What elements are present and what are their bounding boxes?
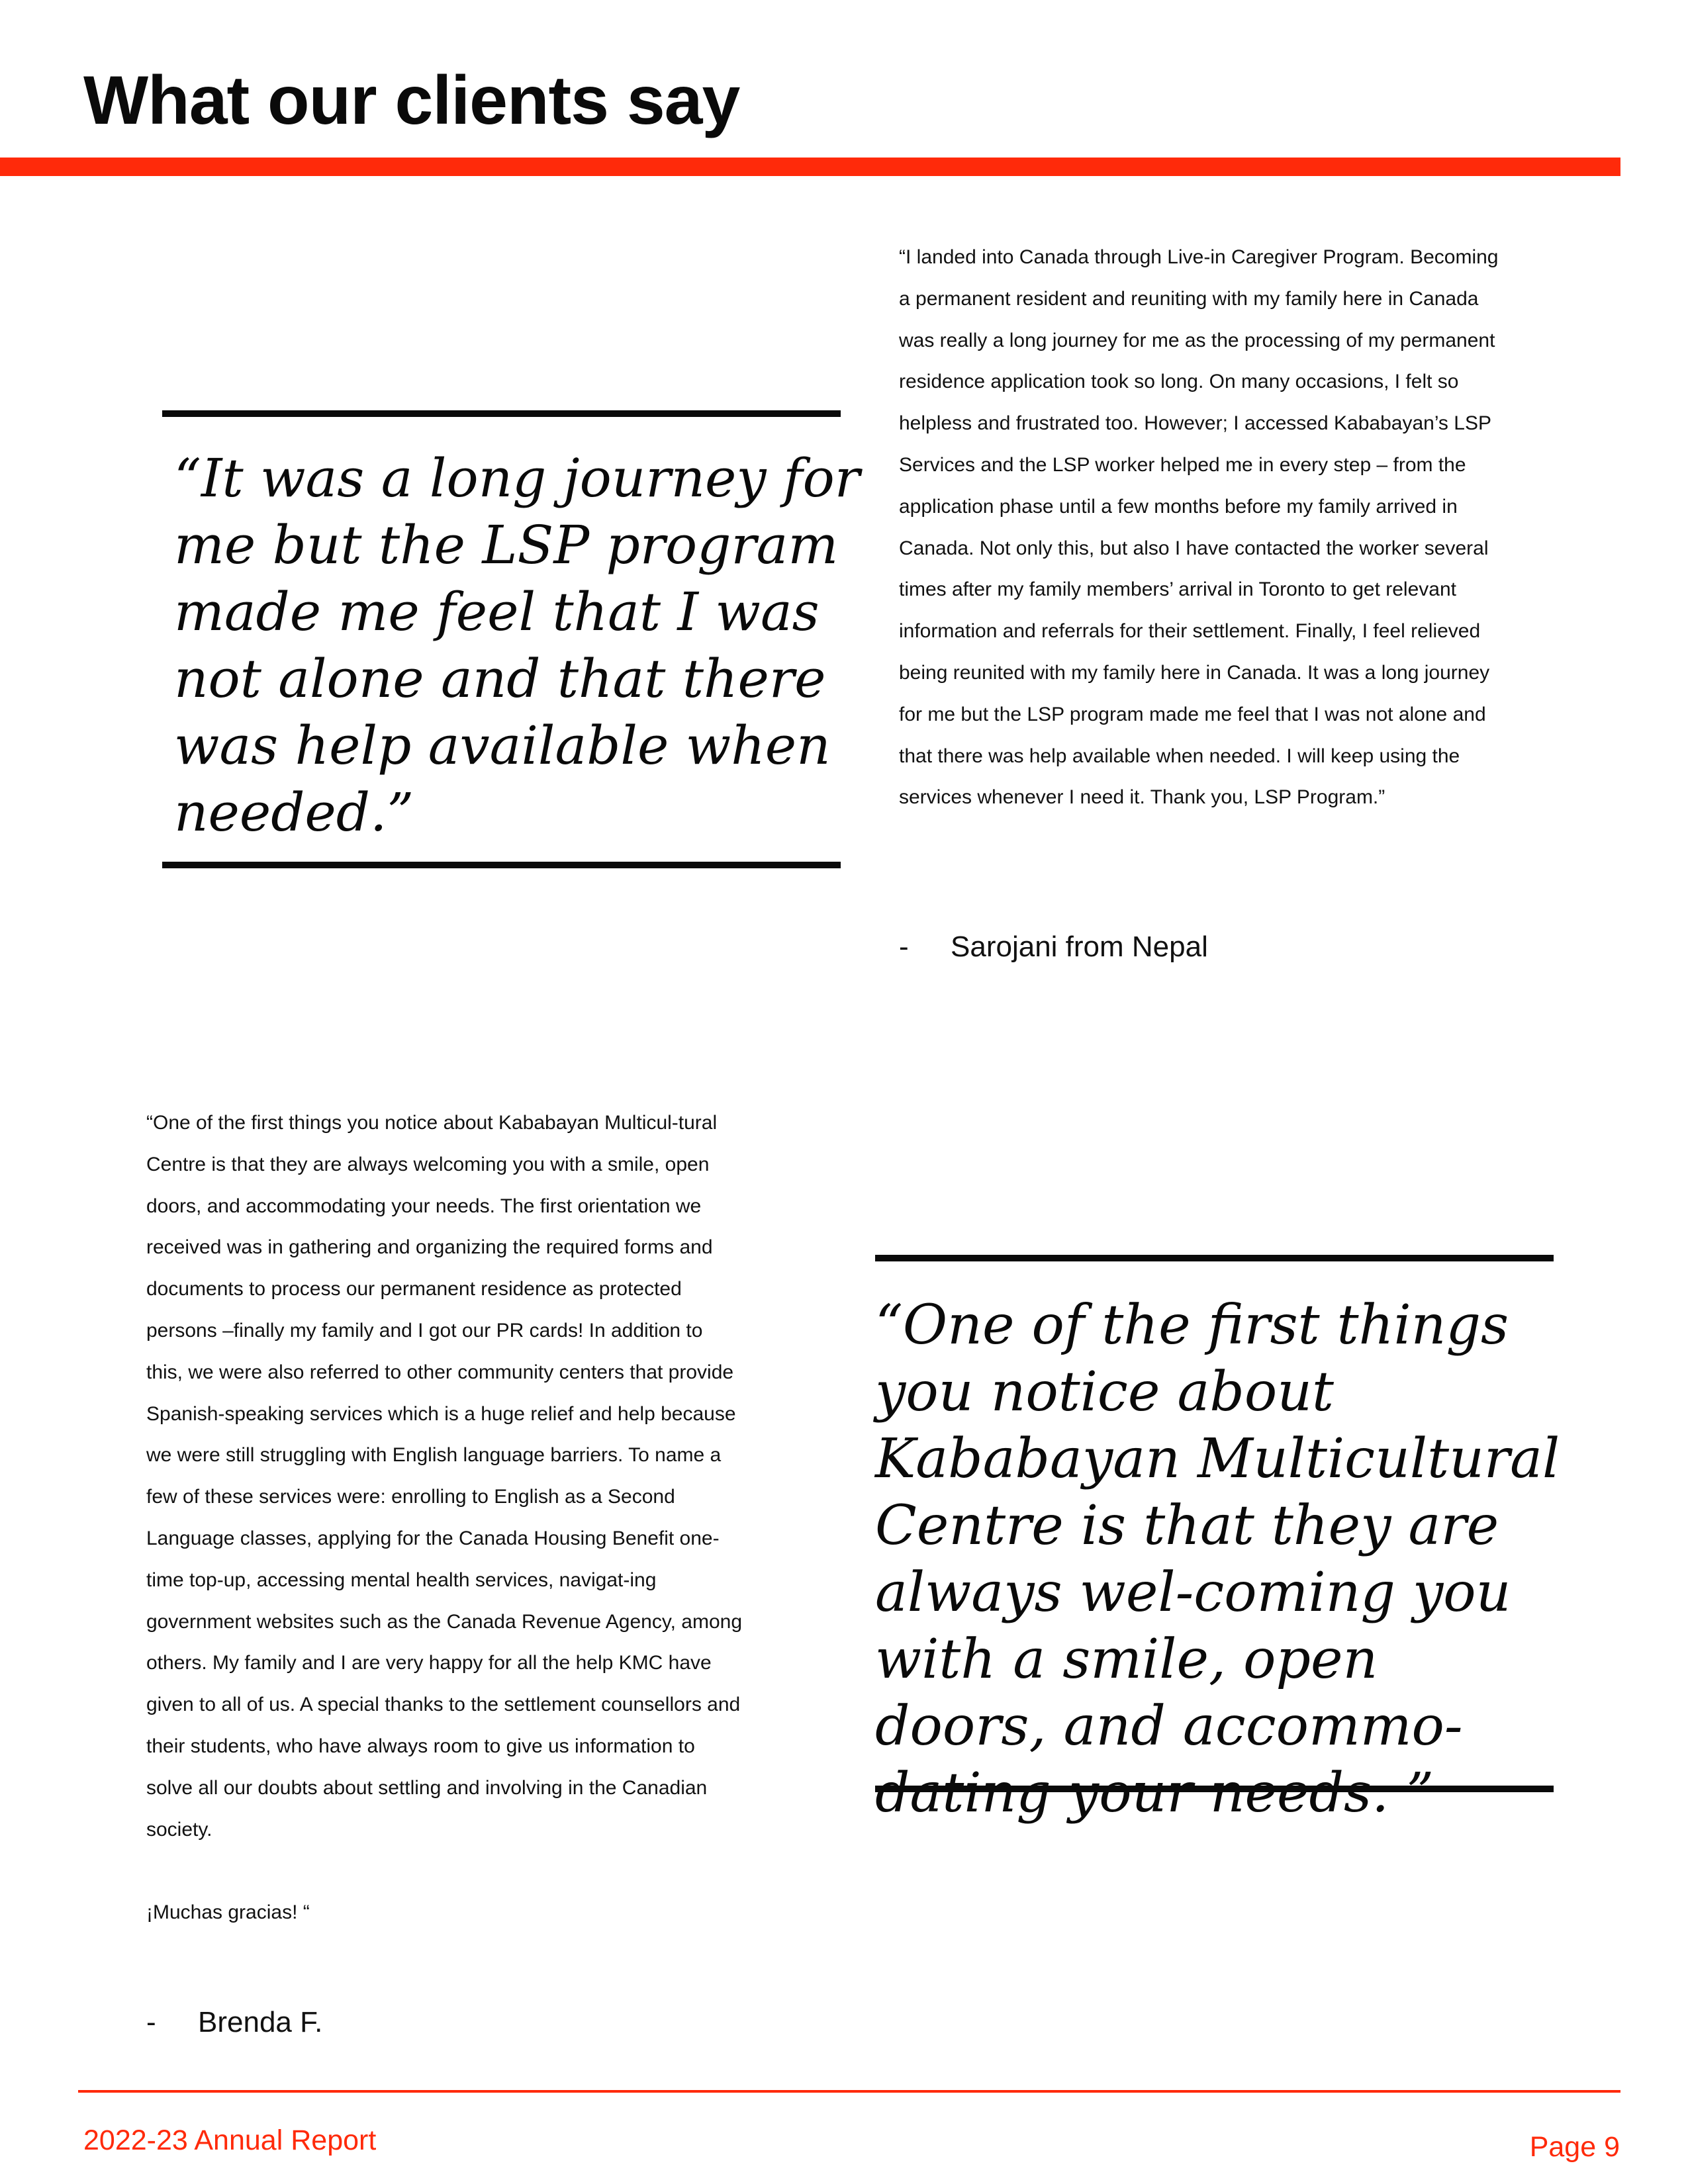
title-accent-bar bbox=[0, 158, 1620, 176]
pull-quote-text: “It was a long journey for me but the LSP program made me feel that I was not alone and that there was help available when needed.” bbox=[174, 447, 861, 843]
attribution-dash: - bbox=[146, 2006, 156, 2038]
page-title: What our clients say bbox=[83, 62, 740, 139]
testimonial-text: “One of the first things you notice about Kababayan Multicul-tural Centre is that they are always welcoming you with a smile, open doors, and accommodating your needs. The first orientation we received was in gathering and organizing the required forms and documents to process our permanent residence as protected persons –finally my family and I got our PR cards! In addition to this, we were also referred to other community centers that provide Spanish-speaking services which is a huge relief and help because we were still struggling with English language barriers. To name a few of these services were: enrolling to English as a Second Language classes, applying for the Canada Housing Benefit one-time top-up, accessing mental health services, navigat-ing government websites such as the Canada Revenue Agency, among others. My family and I are very happy for all the help KMC have given to all of us. A special thanks to the settlement counsellors and their students, who have always room to give us information to solve all our doubts about settling and involving in the Canadian society. bbox=[146, 1112, 742, 1841]
testimonial-attribution bbox=[146, 2005, 322, 2040]
pull-quote bbox=[875, 1255, 1560, 1825]
pull-quote-text: “One of the first things you notice about Kababayan Multicultural Centre is that they are always wel-coming you with a smile, open doors, and accommo-dating your needs. ” bbox=[875, 1294, 1560, 1825]
testimonial-body bbox=[899, 237, 1501, 819]
attribution-author: Sarojani from Nepal bbox=[951, 931, 1208, 963]
testimonial-attribution bbox=[899, 930, 1208, 965]
footer-divider bbox=[78, 2090, 1620, 2093]
attribution-author: Brenda F. bbox=[198, 2006, 323, 2038]
page-number: Page 9 bbox=[1529, 2131, 1620, 2163]
pull-quote bbox=[162, 410, 861, 868]
testimonial-text: “I landed into Canada through Live-in Caregiver Program. Becoming a permanent resident and reuniting with my family here in Canada was really a long journey for me as the processing of my permanent residence application took so long. On many occasions, I felt so helpless and frustrated too. However; I accessed Kababayan’s LSP Services and the LSP worker helped me in every step – from the application phase until a few months before my family arrived in Canada. Not only this, but also I have contacted the worker several times after my family members’ arrival in Toronto to get relevant information and referrals for their settlement. Finally, I feel relieved being reunited with my family here in Canada. It was a long journey for me but the LSP program made me feel that I was not alone and that there was help available when needed. I will keep using the services whenever I need it. Thank you, LSP Program.” bbox=[899, 246, 1499, 809]
testimonial-closing: ¡Muchas gracias! “ bbox=[146, 1901, 310, 1924]
footer-report-title: 2022-23 Annual Report bbox=[83, 2124, 377, 2156]
attribution-dash: - bbox=[899, 931, 909, 963]
testimonial-body bbox=[146, 1103, 742, 1934]
